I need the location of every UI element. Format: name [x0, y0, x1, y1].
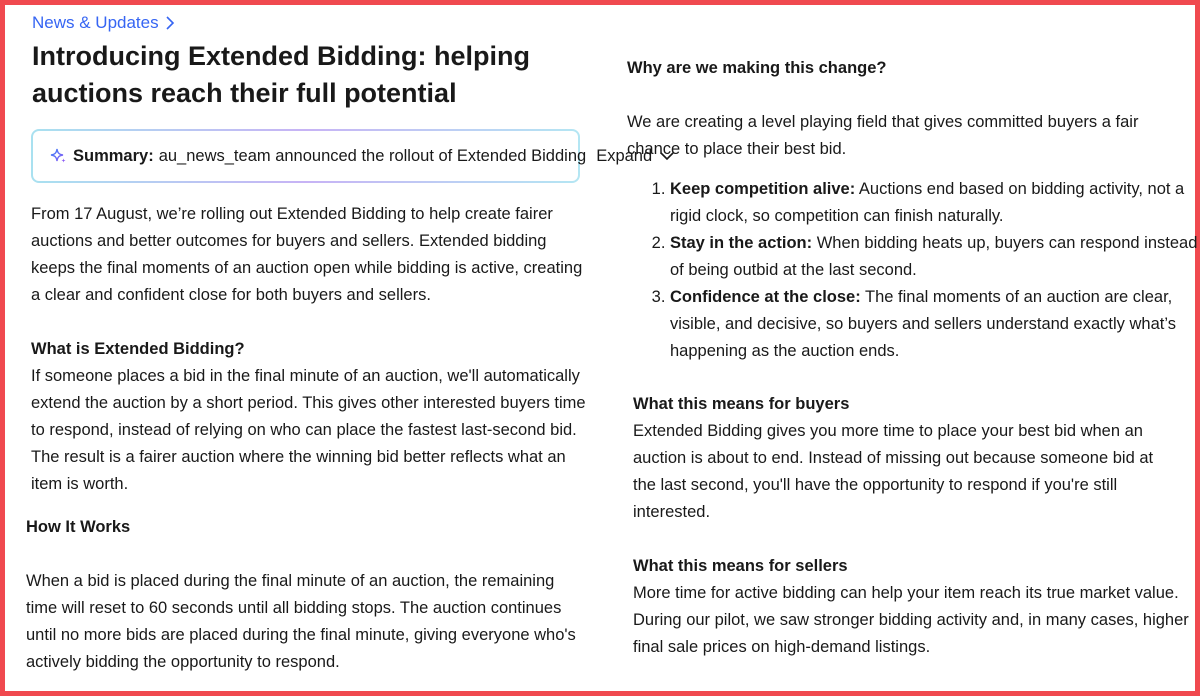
- breadcrumb[interactable]: [32, 13, 175, 33]
- chevron-right-icon: [165, 16, 175, 30]
- list-item: [670, 176, 1200, 230]
- buyers-paragraph: Extended Bidding gives you more time to place your best bid when an auction is about to end. Instead of missing out because someone bid at the last second, you'll have the opportunity to respond if you're still interested.: [633, 422, 1154, 521]
- list-item-text: When bidding heats up, buyers can respond instead of being outbid at the last second.: [670, 234, 1198, 279]
- summary-box: [31, 129, 653, 183]
- expand-label[interactable]: Expand: [596, 146, 653, 165]
- how-it-works-heading: How It Works: [26, 518, 131, 536]
- sellers-paragraph: More time for active bidding can help your item reach its true market value. During our pilot, we saw stronger bidding activity and, in many cases, higher final sale prices on high-demand listings.: [633, 584, 1189, 656]
- list-item: [670, 230, 1200, 284]
- what-is-paragraph: If someone places a bid in the final minute of an auction, we'll automatically extend the auction by a short period. This gives other interested buyers time to respond, instead of relying on who can place the fastest last-second bid. The result is a fairer auction where the winning bid better reflects what an item is worth.: [31, 367, 586, 493]
- summary-text: au_news_team announced the rollout of Extended Bidding: [158, 146, 587, 165]
- page-title: Introducing Extended Bidding: helping auctions reach their full potential: [32, 41, 530, 108]
- sellers-heading: What this means for sellers: [633, 557, 848, 575]
- list-item-lead: Stay in the action:: [670, 234, 813, 252]
- why-paragraph: We are creating a level playing field that gives committed buyers a fair chance to place their best bid.: [627, 113, 1139, 158]
- breadcrumb-label[interactable]: News & Updates: [32, 13, 159, 32]
- summary-label: Summary:: [73, 146, 154, 165]
- sparkle-icon: [49, 147, 67, 165]
- list-item-text: Auctions end based on bidding activity, not a rigid clock, so competition can finish naturally.: [670, 180, 1185, 225]
- list-item-lead: Confidence at the close:: [670, 288, 861, 306]
- intro-paragraph: From 17 August, we’re rolling out Extended Bidding to help create fairer auctions and better outcomes for buyers and sellers. Extended bidding keeps the final moments of an auction open while bidding is active, creating a clear and confident close for both buyers and sellers.: [31, 205, 583, 304]
- list-item-lead: Keep competition alive:: [670, 180, 856, 198]
- reasons-list: [652, 176, 1200, 365]
- how-it-works-paragraph: When a bid is placed during the final minute of an auction, the remaining time will reset to 60 seconds until all bidding stops. The auction continues until no more bids are placed during the final minute, giving everyone who's actively bidding the opportunity to respond.: [26, 572, 576, 671]
- list-item-text: The final moments of an auction are clear, visible, and decisive, so buyers and sellers understand exactly what’s happening as the auction ends.: [670, 288, 1176, 360]
- what-is-heading: What is Extended Bidding?: [31, 340, 245, 358]
- why-heading: Why are we making this change?: [627, 59, 887, 77]
- buyers-heading: What this means for buyers: [633, 395, 850, 413]
- list-item: [670, 284, 1200, 365]
